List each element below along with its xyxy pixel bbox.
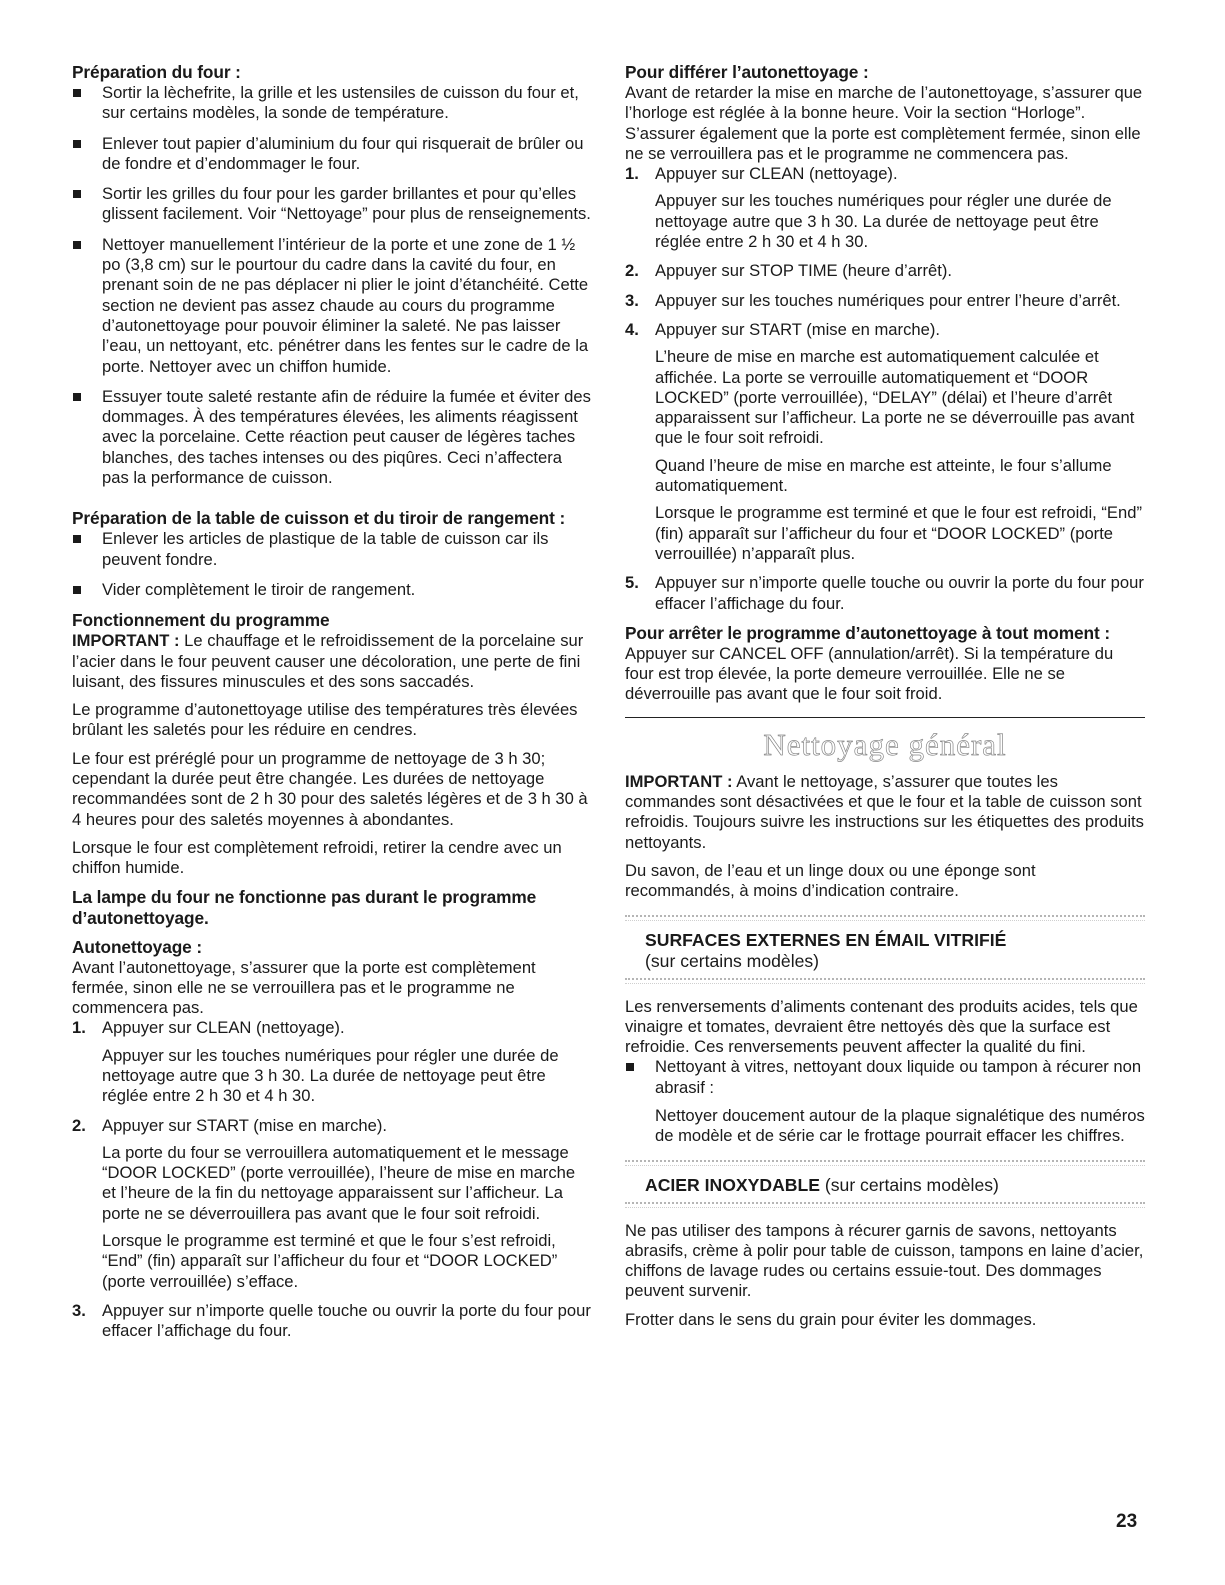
step-text: Appuyer sur n’importe quelle touche ou ouvrir la porte du four pour effacer l’affichage du four. (102, 1300, 591, 1341)
delay-steps (625, 164, 1145, 614)
step-text: Appuyer sur START (mise en marche). (655, 319, 940, 339)
list-item: Sortir les grilles du four pour les garder brillantes et pour qu’elles glissent facilement. Voir “Nettoyage” pour plus de renseignements. (72, 184, 592, 225)
step-number: 3. (625, 290, 639, 310)
steel-title: ACIER INOXYDABLE (645, 1174, 820, 1195)
step-number: 4. (625, 319, 639, 339)
step-number: 1. (625, 164, 639, 184)
step-number: 2. (625, 261, 639, 281)
list-item: Vider complètement le tiroir de rangement. (72, 580, 592, 600)
delay-intro: Avant de retarder la mise en marche de l’autonettoyage, s’assurer que l’horloge est réglée à la bonne heure. Voir la section “Horloge”. S’assurer également que la porte est complètement fermée, sinon elle ne se verrouillera pas et le programme ne commencera pas. (625, 83, 1143, 163)
step-item (625, 320, 1145, 564)
step-detail: Lorsque le programme est terminé et que le four s’est refroidi, “End” (fin) apparaît sur l’afficheur du four et “DOOR LOCKED” (porte verrouillée) s’efface. (102, 1231, 558, 1291)
list-item: Enlever les articles de plastique de la table de cuisson car ils peuvent fondre. (72, 529, 592, 570)
stop-text: Appuyer sur CANCEL OFF (annulation/arrêt). Si la température du four est trop élevée, la porte demeure verrouillée. Elle ne se déverrouille pas avant que le four soit froid. (625, 643, 1114, 704)
step-number: 3. (72, 1300, 86, 1320)
step-detail: L’heure de mise en marche est automatiquement calculée et affichée. La porte se verrouille automatiquement et “DOOR LOCKED” (porte verrouillée), “DELAY” (délai) et l’heure d’arrêt apparaissent sur l’afficheur. La porte ne se déverrouille pas avant que le four soit refroidi. (655, 347, 1135, 448)
section-divider (625, 717, 1145, 718)
enamel-paragraph: Les renversements d’aliments contenant des produits acides, tels que vinaigre et tomates, devraient être nettoyés dès que la surface est refroidie. Ces renversements peuvent affecter la qualité du fini. (625, 996, 1138, 1057)
step-number: 1. (72, 1018, 86, 1038)
step-detail: Lorsque le programme est terminé et que le four est refroidi, “End” (fin) apparaît sur l’afficheur du four et “DOOR LOCKED” (porte verrouillée) n’apparaît plus. (655, 503, 1142, 563)
list-item: Enlever tout papier d’aluminium du four qui risquerait de brûler ou de fondre et d’endommager le four. (72, 134, 592, 175)
step-item (625, 164, 1145, 252)
general-important (625, 772, 1145, 853)
step-text: Appuyer sur START (mise en marche). (102, 1115, 387, 1135)
heading-prep-cooktop: Préparation de la table de cuisson et du tiroir de rangement : (72, 508, 566, 529)
heading-stop: Pour arrêter le programme d’autonettoyage à tout moment : (625, 622, 1110, 643)
step-item (72, 1018, 592, 1106)
step-text: Appuyer sur STOP TIME (heure d’arrêt). (655, 261, 952, 281)
step-text: Appuyer sur CLEAN (nettoyage). (102, 1018, 345, 1038)
dotted-divider (625, 1202, 1145, 1208)
selfclean-intro: Avant l’autonettoyage, s’assurer que la porte est complètement fermée, sinon elle ne se verrouillera pas et le programme ne commencera pas. (72, 957, 536, 1018)
program-paragraph-3: Lorsque le four est complètement refroidi, retirer la cendre avec un chiffon humide. (72, 837, 562, 878)
enamel-bullet-sub: Nettoyer doucement autour de la plaque signalétique des numéros de modèle et de série car le frottage pourrait effacer les chiffres. (655, 1105, 1145, 1146)
steel-heading (625, 1166, 1145, 1202)
right-column (625, 62, 1145, 1330)
step-detail: Appuyer sur les touches numériques pour régler une durée de nettoyage autre que 3 h 30. La durée de nettoyage peut être réglée entre 2 h 30 et 4 h 30. (655, 191, 1112, 252)
general-paragraph: Du savon, de l’eau et un linge doux ou une éponge sont recommandés, à moins d’indication contraire. (625, 860, 1036, 901)
step-text: Appuyer sur CLEAN (nettoyage). (655, 164, 898, 184)
heading-program: Fonctionnement du programme (72, 610, 330, 631)
list-item: Sortir la lèchefrite, la grille et les ustensiles de cuisson du four et, sur certains modèles, la sonde de température. (72, 83, 592, 124)
step-number: 5. (625, 573, 639, 593)
heading-delay: Pour différer l’autonettoyage : (625, 62, 869, 82)
left-column (72, 62, 592, 1351)
step-text: Appuyer sur n’importe quelle touche ou ouvrir la porte du four pour effacer l’affichage du four. (655, 573, 1144, 613)
important-label: IMPORTANT : (625, 771, 733, 791)
steel-subtitle: (sur certains modèles) (819, 1174, 999, 1195)
enamel-heading (625, 921, 1145, 978)
program-paragraph-1: Le programme d’autonettoyage utilise des températures très élevées brûlant les saletés pour les réduire en cendres. (72, 700, 578, 740)
prep-oven-list (72, 83, 592, 488)
page-number: 23 (1116, 1511, 1138, 1532)
enamel-title: SURFACES EXTERNES EN ÉMAIL VITRIFIÉ (645, 929, 1007, 950)
list-item (625, 1057, 1145, 1146)
step-number: 2. (72, 1115, 86, 1135)
prep-cooktop-list (72, 529, 592, 600)
list-item: Nettoyer manuellement l’intérieur de la porte et une zone de 1 ½ po (3,8 cm) sur le pourtour du cadre dans la cavité du four, en prenant soin de ne pas déplacer ni plier le joint d’étanchéité. Cette section ne devient pas assez chaude au cours du programme d’autonettoyage pour pouvoir éliminer la saleté. Ne pas laisser l’eau, un nettoyant, etc. pénétrer dans les fentes sur le cadre de la porte. Nettoyer avec un chiffon humide. (72, 235, 592, 377)
enamel-list (625, 1057, 1145, 1146)
heading-prep-oven: Préparation du four : (72, 62, 241, 82)
step-item (625, 261, 1145, 281)
steel-paragraph-1: Ne pas utiliser des tampons à récurer garnis de savons, nettoyants abrasifs, crème à polir pour table de cuisson, tampons en laine d’acier, chiffons de lavage rudes ou certains essuie-tout. Des dommages peuvent survenir. (625, 1220, 1144, 1301)
lamp-note: La lampe du four ne fonctionne pas durant le programme d’autonettoyage. (72, 886, 537, 928)
step-detail: Appuyer sur les touches numériques pour régler une durée de nettoyage autre que 3 h 30. La durée de nettoyage peut être réglée entre 2 h 30 et 4 h 30. (102, 1045, 559, 1106)
general-cleaning-title: Nettoyage général (763, 726, 1007, 762)
important-text: Le chauffage et le refroidissement de la porcelaine sur l’acier dans le four peuvent causer une décoloration, une perte de fini luisant, des fissures minuscules et des sons saccadés. (72, 631, 584, 691)
step-detail: Quand l’heure de mise en marche est atteinte, le four s’allume automatiquement. (655, 455, 1112, 496)
heading-selfclean: Autonettoyage : (72, 936, 203, 957)
important-text: Avant le nettoyage, s’assurer que toutes les commandes sont désactivées et que le four et la table de cuisson sont refroidis. Toujours suivre les instructions sur les étiquettes des produits nettoyants. (625, 771, 1144, 852)
step-item (625, 291, 1145, 311)
step-item (72, 1301, 592, 1342)
step-detail: La porte du four se verrouillera automatiquement et le message “DOOR LOCKED” (porte verrouillée), l’heure de mise en marche et l’heure de la fin du nettoyage apparaissent sur l’afficheur. La porte ne se déverrouillera pas avant que le four soit refroidi. (102, 1142, 576, 1223)
step-item (625, 573, 1145, 614)
list-item: Essuyer toute saleté restante afin de réduire la fumée et éviter des dommages. À des températures élevées, les aliments réagissent avec la porcelaine. Cette réaction peut causer de légères taches blanches, des taches intenses ou des piqûres. Ceci n’affectera pas la performance de cuisson. (72, 387, 592, 488)
important-label: IMPORTANT : (72, 631, 180, 651)
program-paragraph-2: Le four est préréglé pour un programme de nettoyage de 3 h 30; cependant la durée peut être changée. Les durées de nettoyage recommandées sont de 2 h 30 pour des saletés légères et de 3 h 30 à 4 heures pour des saletés moyennes à abondantes. (72, 748, 588, 829)
steel-paragraph-2: Frotter dans le sens du grain pour éviter les dommages. (625, 1309, 1037, 1329)
program-important (72, 631, 592, 692)
step-text: Appuyer sur les touches numériques pour entrer l’heure d’arrêt. (655, 290, 1121, 310)
step-item (72, 1116, 592, 1292)
selfclean-steps (72, 1018, 592, 1341)
enamel-bullet: Nettoyant à vitres, nettoyant doux liquide ou tampon à récurer non abrasif : (655, 1057, 1142, 1097)
dotted-divider (625, 978, 1145, 984)
enamel-subtitle: (sur certains modèles) (645, 950, 820, 971)
